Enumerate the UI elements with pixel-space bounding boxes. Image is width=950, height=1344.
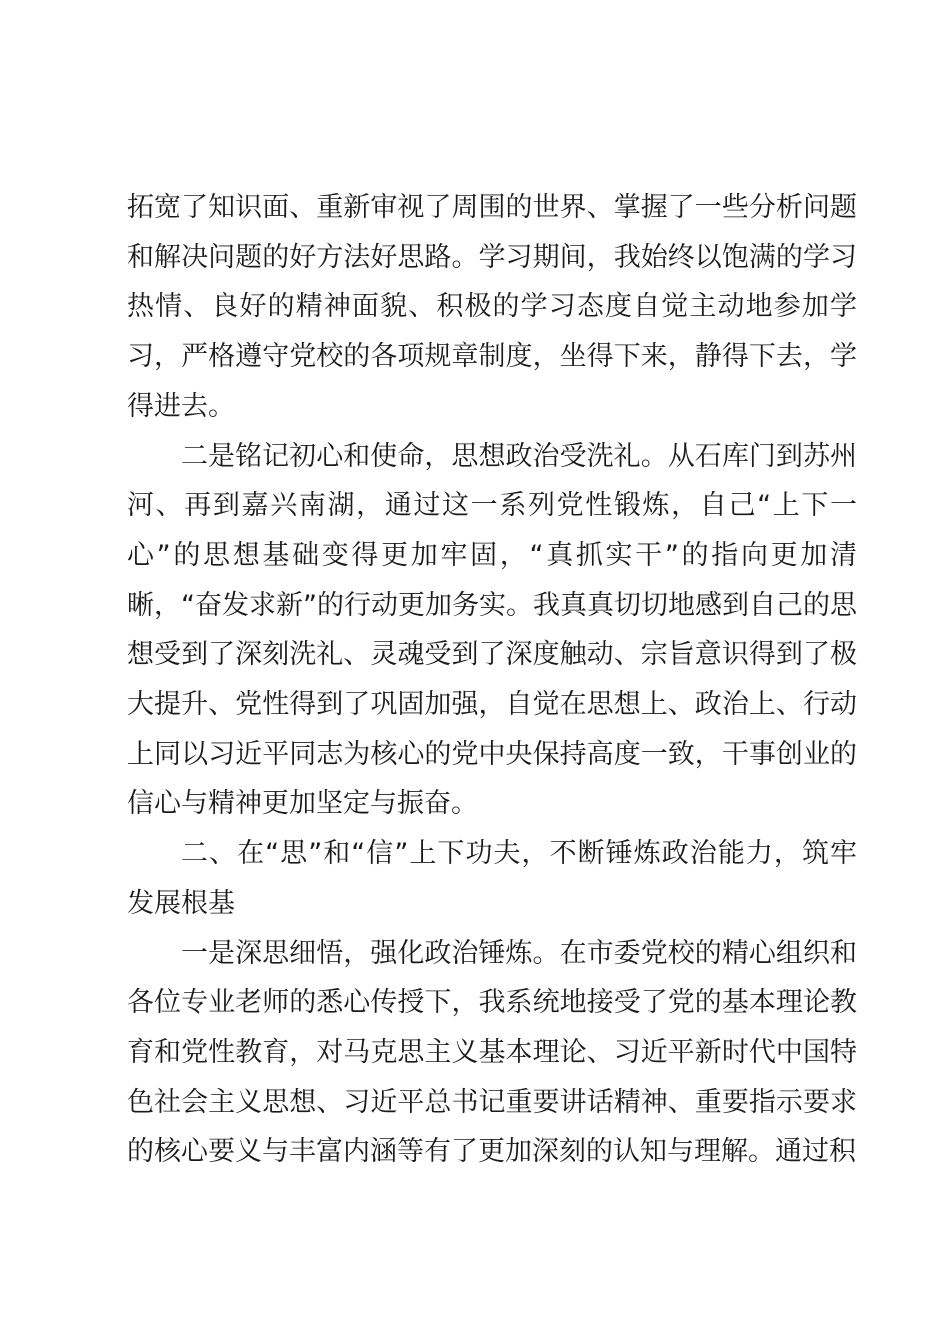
body-text (127, 183, 857, 1177)
section-heading-two: 二、在“思”和“信”上下功夫，不断锤炼政治能力，筑牢发展根基 (127, 838, 857, 919)
paragraph-point-one: 一是深思细悟，强化政治锤炼。在市委党校的精心组织和各位专业老师的悉心传授下，我系统地接受了党的基本理论教育和党性教育，对马克思主义基本理论、习近平新时代中国特色社会主义思想、习近平总书记重要讲话精神、重要指示要求的核心要义与丰富内涵等有了更加深刻的认知与理解。通过积 (127, 937, 857, 1168)
paragraph-continuation: 拓宽了知识面、重新审视了周围的世界、掌握了一些分析问题和解决问题的好方法好思路。学习期间，我始终以饱满的学习热情、良好的精神面貌、积极的学习态度自觉主动地参加学习，严格遵守党校的各项规章制度，坐得下来，静得下去，学得进去。 (127, 192, 857, 422)
paragraph-point-two: 二是铭记初心和使命，思想政治受洗礼。从石库门到苏州河、再到嘉兴南湖，通过这一系列党性锻炼，自己“上下一心”的思想基础变得更加牢固，“真抓实干”的指向更加清晰，“奋发求新”的行动更加务实。我真真切切地感到自己的思想受到了深刻洗礼、灵魂受到了深度触动、宗旨意识得到了极大提升、党性得到了巩固加强，自觉在思想上、政治上、行动上同以习近平同志为核心的党中央保持高度一致，干事创业的信心与精神更加坚定与振奋。 (127, 440, 857, 820)
